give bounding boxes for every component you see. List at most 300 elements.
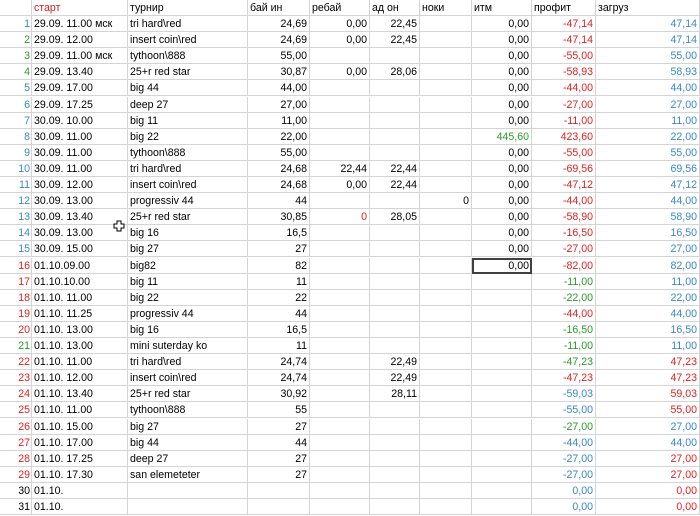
- cell-itm[interactable]: [472, 419, 532, 435]
- cell-buyin[interactable]: 22,00: [248, 129, 310, 145]
- cell-zagruz[interactable]: 58,90: [596, 209, 700, 225]
- cell-noki[interactable]: [420, 225, 472, 241]
- row-number[interactable]: 5: [0, 80, 32, 96]
- cell-buyin[interactable]: 30,87: [248, 64, 310, 80]
- cell-profit[interactable]: -27,00: [532, 451, 596, 467]
- cell-start[interactable]: 29.09. 17.25: [32, 97, 128, 113]
- cell-zagruz[interactable]: 11,00: [596, 274, 700, 290]
- cell-addon[interactable]: 28,11: [370, 386, 420, 402]
- cell-profit[interactable]: -27,00: [532, 241, 596, 257]
- cell-zagruz[interactable]: 27,00: [596, 467, 700, 483]
- cell-rebuy[interactable]: 22,44: [310, 161, 370, 177]
- cell-zagruz[interactable]: 0,00: [596, 483, 700, 499]
- cell-tournament[interactable]: tri hard\red: [128, 354, 248, 370]
- cell-tournament[interactable]: big82: [128, 258, 248, 274]
- cell-tournament[interactable]: tri hard\red: [128, 161, 248, 177]
- cell-rebuy[interactable]: [310, 467, 370, 483]
- cell-profit[interactable]: 0,00: [532, 499, 596, 515]
- cell-itm[interactable]: [472, 322, 532, 338]
- cell-addon[interactable]: [370, 499, 420, 515]
- cell-rebuy[interactable]: [310, 451, 370, 467]
- cell-buyin[interactable]: 27: [248, 451, 310, 467]
- row-number[interactable]: 13: [0, 209, 32, 225]
- cell-addon[interactable]: [370, 467, 420, 483]
- cell-profit[interactable]: -82,00: [532, 258, 596, 274]
- cell-start[interactable]: 01.10. 13.40: [32, 386, 128, 402]
- cell-itm[interactable]: 0,00: [472, 241, 532, 257]
- cell-tournament[interactable]: san elemeteter: [128, 467, 248, 483]
- cell-itm[interactable]: 0,00: [472, 258, 532, 274]
- row-number[interactable]: 29: [0, 467, 32, 483]
- row-number[interactable]: 19: [0, 306, 32, 322]
- cell-zagruz[interactable]: 55,00: [596, 48, 700, 64]
- cell-zagruz[interactable]: 0,00: [596, 499, 700, 515]
- cell-noki[interactable]: [420, 129, 472, 145]
- cell-noki[interactable]: [420, 402, 472, 418]
- cell-tournament[interactable]: [128, 483, 248, 499]
- cell-profit[interactable]: -27,00: [532, 467, 596, 483]
- cell-start[interactable]: 01.10. 17.30: [32, 467, 128, 483]
- cell-rebuy[interactable]: [310, 499, 370, 515]
- cell-tournament[interactable]: big 11: [128, 274, 248, 290]
- cell-buyin[interactable]: 24,68: [248, 177, 310, 193]
- cell-itm[interactable]: 0,00: [472, 145, 532, 161]
- cell-itm[interactable]: 0,00: [472, 177, 532, 193]
- cell-itm[interactable]: 0,00: [472, 48, 532, 64]
- cell-start[interactable]: 01.10. 17.25: [32, 451, 128, 467]
- cell-rebuy[interactable]: [310, 274, 370, 290]
- cell-addon[interactable]: [370, 483, 420, 499]
- cell-addon[interactable]: [370, 193, 420, 209]
- cell-profit[interactable]: -47,23: [532, 354, 596, 370]
- cell-noki[interactable]: [420, 97, 472, 113]
- cell-addon[interactable]: 22,44: [370, 177, 420, 193]
- cell-itm[interactable]: 0,00: [472, 32, 532, 48]
- cell-tournament[interactable]: insert coin\red: [128, 32, 248, 48]
- cell-rebuy[interactable]: 0,00: [310, 16, 370, 32]
- cell-rebuy[interactable]: [310, 402, 370, 418]
- cell-rebuy[interactable]: 0,00: [310, 64, 370, 80]
- cell-buyin[interactable]: 24,74: [248, 370, 310, 386]
- row-number[interactable]: 30: [0, 483, 32, 499]
- cell-noki[interactable]: [420, 80, 472, 96]
- cell-zagruz[interactable]: 11,00: [596, 338, 700, 354]
- cell-itm[interactable]: 0,00: [472, 193, 532, 209]
- cell-profit[interactable]: -44,00: [532, 80, 596, 96]
- cell-zagruz[interactable]: 47,12: [596, 177, 700, 193]
- cell-noki[interactable]: [420, 419, 472, 435]
- cell-start[interactable]: 30.09. 11.00: [32, 129, 128, 145]
- header-profit[interactable]: профит: [532, 0, 596, 16]
- cell-zagruz[interactable]: 44,00: [596, 193, 700, 209]
- cell-tournament[interactable]: tythoon\888: [128, 402, 248, 418]
- row-number[interactable]: 18: [0, 290, 32, 306]
- header-itm[interactable]: итм: [472, 0, 532, 16]
- cell-tournament[interactable]: insert coin\red: [128, 370, 248, 386]
- cell-profit[interactable]: 0,00: [532, 483, 596, 499]
- cell-start[interactable]: 29.09. 12.00: [32, 32, 128, 48]
- cell-profit[interactable]: -55,00: [532, 145, 596, 161]
- cell-buyin[interactable]: 44,00: [248, 80, 310, 96]
- cell-tournament[interactable]: mini suterday ko: [128, 338, 248, 354]
- cell-rebuy[interactable]: [310, 145, 370, 161]
- cell-rebuy[interactable]: [310, 48, 370, 64]
- cell-zagruz[interactable]: 44,00: [596, 80, 700, 96]
- cell-rebuy[interactable]: [310, 338, 370, 354]
- cell-rebuy[interactable]: [310, 80, 370, 96]
- cell-addon[interactable]: [370, 435, 420, 451]
- cell-rebuy[interactable]: 0,00: [310, 177, 370, 193]
- cell-rebuy[interactable]: [310, 419, 370, 435]
- cell-noki[interactable]: [420, 483, 472, 499]
- cell-itm[interactable]: 0,00: [472, 161, 532, 177]
- cell-rebuy[interactable]: [310, 129, 370, 145]
- cell-addon[interactable]: [370, 290, 420, 306]
- cell-start[interactable]: 29.09. 17.00: [32, 80, 128, 96]
- cell-buyin[interactable]: 24,69: [248, 16, 310, 32]
- cell-itm[interactable]: 0,00: [472, 209, 532, 225]
- cell-buyin[interactable]: 11: [248, 274, 310, 290]
- cell-start[interactable]: 01.10. 11.25: [32, 306, 128, 322]
- cell-tournament[interactable]: tythoon\888: [128, 48, 248, 64]
- cell-noki[interactable]: [420, 499, 472, 515]
- cell-zagruz[interactable]: 47,14: [596, 32, 700, 48]
- cell-itm[interactable]: 0,00: [472, 97, 532, 113]
- cell-addon[interactable]: [370, 225, 420, 241]
- cell-noki[interactable]: [420, 306, 472, 322]
- row-number[interactable]: 22: [0, 354, 32, 370]
- cell-profit[interactable]: -11,00: [532, 113, 596, 129]
- cell-addon[interactable]: [370, 274, 420, 290]
- cell-zagruz[interactable]: 44,00: [596, 306, 700, 322]
- cell-noki[interactable]: [420, 467, 472, 483]
- cell-profit[interactable]: -47,23: [532, 370, 596, 386]
- cell-profit[interactable]: -58,90: [532, 209, 596, 225]
- cell-addon[interactable]: 22,49: [370, 354, 420, 370]
- cell-rebuy[interactable]: [310, 258, 370, 274]
- cell-buyin[interactable]: [248, 483, 310, 499]
- row-number[interactable]: 9: [0, 145, 32, 161]
- cell-itm[interactable]: [472, 338, 532, 354]
- cell-profit[interactable]: -11,00: [532, 274, 596, 290]
- cell-tournament[interactable]: progressiv 44: [128, 193, 248, 209]
- cell-itm[interactable]: [472, 467, 532, 483]
- cell-noki[interactable]: [420, 16, 472, 32]
- cell-zagruz[interactable]: 47,23: [596, 354, 700, 370]
- row-number[interactable]: 4: [0, 64, 32, 80]
- row-number[interactable]: 23: [0, 370, 32, 386]
- cell-tournament[interactable]: big 22: [128, 129, 248, 145]
- cell-start[interactable]: 30.09. 13.40: [32, 209, 128, 225]
- cell-addon[interactable]: [370, 451, 420, 467]
- cell-buyin[interactable]: 16,5: [248, 225, 310, 241]
- cell-start[interactable]: 01.10. 13.00: [32, 338, 128, 354]
- cell-profit[interactable]: -55,00: [532, 402, 596, 418]
- header-noki[interactable]: ноки: [420, 0, 472, 16]
- cell-zagruz[interactable]: 58,93: [596, 64, 700, 80]
- cell-noki[interactable]: [420, 177, 472, 193]
- cell-itm[interactable]: [472, 274, 532, 290]
- cell-zagruz[interactable]: 55,00: [596, 402, 700, 418]
- header-tournament[interactable]: турнир: [128, 0, 248, 16]
- cell-start[interactable]: 30.09. 10.00: [32, 113, 128, 129]
- cell-addon[interactable]: 22,49: [370, 370, 420, 386]
- cell-zagruz[interactable]: 59,03: [596, 386, 700, 402]
- header-rebuy[interactable]: ребай: [310, 0, 370, 16]
- cell-zagruz[interactable]: 22,00: [596, 290, 700, 306]
- cell-rebuy[interactable]: [310, 435, 370, 451]
- cell-profit[interactable]: -44,00: [532, 435, 596, 451]
- cell-zagruz[interactable]: 27,00: [596, 419, 700, 435]
- cell-profit[interactable]: -44,00: [532, 306, 596, 322]
- row-number[interactable]: 27: [0, 435, 32, 451]
- cell-buyin[interactable]: 24,74: [248, 354, 310, 370]
- cell-start[interactable]: 01.10. 15.00: [32, 419, 128, 435]
- cell-tournament[interactable]: big 44: [128, 435, 248, 451]
- row-number[interactable]: 26: [0, 419, 32, 435]
- cell-profit[interactable]: -16,50: [532, 225, 596, 241]
- cell-start[interactable]: 30.09. 13.00: [32, 225, 128, 241]
- row-number[interactable]: 7: [0, 113, 32, 129]
- cell-rebuy[interactable]: [310, 97, 370, 113]
- cell-start[interactable]: 29.09. 11.00 мск: [32, 16, 128, 32]
- cell-tournament[interactable]: 25+r red star: [128, 64, 248, 80]
- cell-noki[interactable]: [420, 338, 472, 354]
- row-number[interactable]: 11: [0, 177, 32, 193]
- cell-profit[interactable]: -59,03: [532, 386, 596, 402]
- cell-zagruz[interactable]: 47,14: [596, 16, 700, 32]
- cell-itm[interactable]: [472, 370, 532, 386]
- cell-start[interactable]: 29.09. 13.40: [32, 64, 128, 80]
- row-number[interactable]: 2: [0, 32, 32, 48]
- cell-addon[interactable]: 22,44: [370, 161, 420, 177]
- cell-start[interactable]: 30.09. 15.00: [32, 241, 128, 257]
- cell-buyin[interactable]: 16,5: [248, 322, 310, 338]
- cell-zagruz[interactable]: 82,00: [596, 258, 700, 274]
- cell-tournament[interactable]: deep 27: [128, 451, 248, 467]
- cell-noki[interactable]: [420, 258, 472, 274]
- cell-tournament[interactable]: insert coin\red: [128, 177, 248, 193]
- cell-itm[interactable]: [472, 499, 532, 515]
- cell-itm[interactable]: [472, 290, 532, 306]
- cell-noki[interactable]: [420, 354, 472, 370]
- cell-addon[interactable]: [370, 419, 420, 435]
- cell-buyin[interactable]: 24,69: [248, 32, 310, 48]
- cell-noki[interactable]: [420, 64, 472, 80]
- row-number[interactable]: 14: [0, 225, 32, 241]
- header-zagruz[interactable]: загруз: [596, 0, 700, 16]
- cell-addon[interactable]: 22,45: [370, 32, 420, 48]
- cell-addon[interactable]: [370, 80, 420, 96]
- cell-start[interactable]: 01.10. 11.00: [32, 354, 128, 370]
- cell-rebuy[interactable]: [310, 386, 370, 402]
- cell-rebuy[interactable]: [310, 225, 370, 241]
- cell-tournament[interactable]: tri hard\red: [128, 16, 248, 32]
- row-number[interactable]: 28: [0, 451, 32, 467]
- cell-itm[interactable]: 0,00: [472, 113, 532, 129]
- header-addon[interactable]: ад он: [370, 0, 420, 16]
- cell-zagruz[interactable]: 22,00: [596, 129, 700, 145]
- cell-tournament[interactable]: [128, 499, 248, 515]
- cell-addon[interactable]: [370, 402, 420, 418]
- cell-start[interactable]: 01.10.09.00: [32, 258, 128, 274]
- cell-start[interactable]: 30.09. 11.00: [32, 145, 128, 161]
- cell-itm[interactable]: 445,60: [472, 129, 532, 145]
- cell-tournament[interactable]: big 16: [128, 322, 248, 338]
- cell-itm[interactable]: [472, 435, 532, 451]
- cell-profit[interactable]: -47,12: [532, 177, 596, 193]
- cell-noki[interactable]: [420, 290, 472, 306]
- cell-noki[interactable]: [420, 241, 472, 257]
- cell-buyin[interactable]: 44: [248, 435, 310, 451]
- row-number[interactable]: 20: [0, 322, 32, 338]
- cell-tournament[interactable]: 25+r red star: [128, 209, 248, 225]
- cell-start[interactable]: 01.10. 11.00: [32, 290, 128, 306]
- cell-zagruz[interactable]: 27,00: [596, 97, 700, 113]
- cell-tournament[interactable]: big 11: [128, 113, 248, 129]
- cell-addon[interactable]: [370, 322, 420, 338]
- cell-start[interactable]: 01.10.10.00: [32, 274, 128, 290]
- cell-tournament[interactable]: big 27: [128, 419, 248, 435]
- header-start[interactable]: старт: [32, 0, 128, 16]
- row-number[interactable]: 8: [0, 129, 32, 145]
- cell-itm[interactable]: 0,00: [472, 64, 532, 80]
- row-number[interactable]: 6: [0, 97, 32, 113]
- cell-profit[interactable]: -11,00: [532, 338, 596, 354]
- cell-noki[interactable]: [420, 386, 472, 402]
- cell-noki[interactable]: [420, 322, 472, 338]
- cell-buyin[interactable]: 55,00: [248, 145, 310, 161]
- cell-addon[interactable]: [370, 258, 420, 274]
- cell-buyin[interactable]: 11: [248, 338, 310, 354]
- cell-buyin[interactable]: 82: [248, 258, 310, 274]
- cell-buyin[interactable]: 55: [248, 402, 310, 418]
- cell-addon[interactable]: [370, 338, 420, 354]
- cell-zagruz[interactable]: 47,23: [596, 370, 700, 386]
- cell-rebuy[interactable]: [310, 241, 370, 257]
- cell-noki[interactable]: [420, 370, 472, 386]
- cell-profit[interactable]: -44,00: [532, 193, 596, 209]
- cell-noki[interactable]: [420, 48, 472, 64]
- cell-noki[interactable]: [420, 209, 472, 225]
- cell-itm[interactable]: [472, 354, 532, 370]
- cell-tournament[interactable]: tythoon\888: [128, 145, 248, 161]
- cell-profit[interactable]: -69,56: [532, 161, 596, 177]
- cell-profit[interactable]: -27,00: [532, 97, 596, 113]
- cell-zagruz[interactable]: 27,00: [596, 451, 700, 467]
- cell-profit[interactable]: -16,50: [532, 322, 596, 338]
- cell-itm[interactable]: [472, 483, 532, 499]
- row-number[interactable]: 15: [0, 241, 32, 257]
- cell-buyin[interactable]: 24,68: [248, 161, 310, 177]
- cell-noki[interactable]: [420, 145, 472, 161]
- cell-buyin[interactable]: 27: [248, 241, 310, 257]
- cell-start[interactable]: 01.10. 17.00: [32, 435, 128, 451]
- cell-start[interactable]: 30.09. 13.00: [32, 193, 128, 209]
- cell-addon[interactable]: [370, 306, 420, 322]
- cell-tournament[interactable]: big 27: [128, 241, 248, 257]
- cell-addon[interactable]: [370, 113, 420, 129]
- cell-itm[interactable]: [472, 306, 532, 322]
- cell-rebuy[interactable]: [310, 354, 370, 370]
- row-number[interactable]: 25: [0, 402, 32, 418]
- row-number[interactable]: 31: [0, 499, 32, 515]
- cell-zagruz[interactable]: 16,50: [596, 322, 700, 338]
- cell-zagruz[interactable]: 44,00: [596, 435, 700, 451]
- cell-buyin[interactable]: 44: [248, 193, 310, 209]
- cell-addon[interactable]: [370, 97, 420, 113]
- cell-addon[interactable]: [370, 145, 420, 161]
- row-number[interactable]: 3: [0, 48, 32, 64]
- cell-noki[interactable]: [420, 161, 472, 177]
- cell-rebuy[interactable]: [310, 306, 370, 322]
- cell-buyin[interactable]: [248, 499, 310, 515]
- row-number[interactable]: 10: [0, 161, 32, 177]
- cell-rebuy[interactable]: [310, 290, 370, 306]
- cell-start[interactable]: 01.10. 12.00: [32, 370, 128, 386]
- cell-profit[interactable]: -27,00: [532, 419, 596, 435]
- cell-profit[interactable]: -55,00: [532, 48, 596, 64]
- row-number[interactable]: 12: [0, 193, 32, 209]
- cell-buyin[interactable]: 55,00: [248, 48, 310, 64]
- cell-zagruz[interactable]: 55,00: [596, 145, 700, 161]
- cell-addon[interactable]: [370, 129, 420, 145]
- cell-profit[interactable]: 423,60: [532, 129, 596, 145]
- cell-rebuy[interactable]: [310, 483, 370, 499]
- cell-tournament[interactable]: big 44: [128, 80, 248, 96]
- cell-tournament[interactable]: big 16: [128, 225, 248, 241]
- cell-start[interactable]: 01.10.: [32, 499, 128, 515]
- row-number[interactable]: 21: [0, 338, 32, 354]
- cell-profit[interactable]: -58,93: [532, 64, 596, 80]
- cell-rebuy[interactable]: [310, 193, 370, 209]
- cell-noki[interactable]: [420, 113, 472, 129]
- cell-buyin[interactable]: 11,00: [248, 113, 310, 129]
- cell-addon[interactable]: [370, 48, 420, 64]
- cell-start[interactable]: 01.10. 13.00: [32, 322, 128, 338]
- cell-profit[interactable]: -47,14: [532, 32, 596, 48]
- cell-addon[interactable]: [370, 241, 420, 257]
- cell-addon[interactable]: 28,06: [370, 64, 420, 80]
- cell-tournament[interactable]: progressiv 44: [128, 306, 248, 322]
- cell-zagruz[interactable]: 69,56: [596, 161, 700, 177]
- cell-start[interactable]: 01.10. 11.00: [32, 402, 128, 418]
- cell-rebuy[interactable]: [310, 322, 370, 338]
- cell-zagruz[interactable]: 16,50: [596, 225, 700, 241]
- cell-start[interactable]: 30.09. 12.00: [32, 177, 128, 193]
- cell-zagruz[interactable]: 27,00: [596, 241, 700, 257]
- cell-buyin[interactable]: 27: [248, 467, 310, 483]
- cell-buyin[interactable]: 30,92: [248, 386, 310, 402]
- cell-profit[interactable]: -47,14: [532, 16, 596, 32]
- row-number[interactable]: 1: [0, 16, 32, 32]
- cell-noki[interactable]: 0: [420, 193, 472, 209]
- cell-noki[interactable]: [420, 451, 472, 467]
- cell-itm[interactable]: [472, 402, 532, 418]
- header-buyin[interactable]: бай ин: [248, 0, 310, 16]
- cell-addon[interactable]: 22,45: [370, 16, 420, 32]
- cell-rebuy[interactable]: 0,00: [310, 32, 370, 48]
- row-number[interactable]: 17: [0, 274, 32, 290]
- cell-addon[interactable]: 28,05: [370, 209, 420, 225]
- cell-zagruz[interactable]: 11,00: [596, 113, 700, 129]
- cell-start[interactable]: 01.10.: [32, 483, 128, 499]
- cell-itm[interactable]: 0,00: [472, 16, 532, 32]
- cell-buyin[interactable]: 27: [248, 419, 310, 435]
- cell-itm[interactable]: 0,00: [472, 80, 532, 96]
- cell-buyin[interactable]: 27,00: [248, 97, 310, 113]
- cell-itm[interactable]: [472, 386, 532, 402]
